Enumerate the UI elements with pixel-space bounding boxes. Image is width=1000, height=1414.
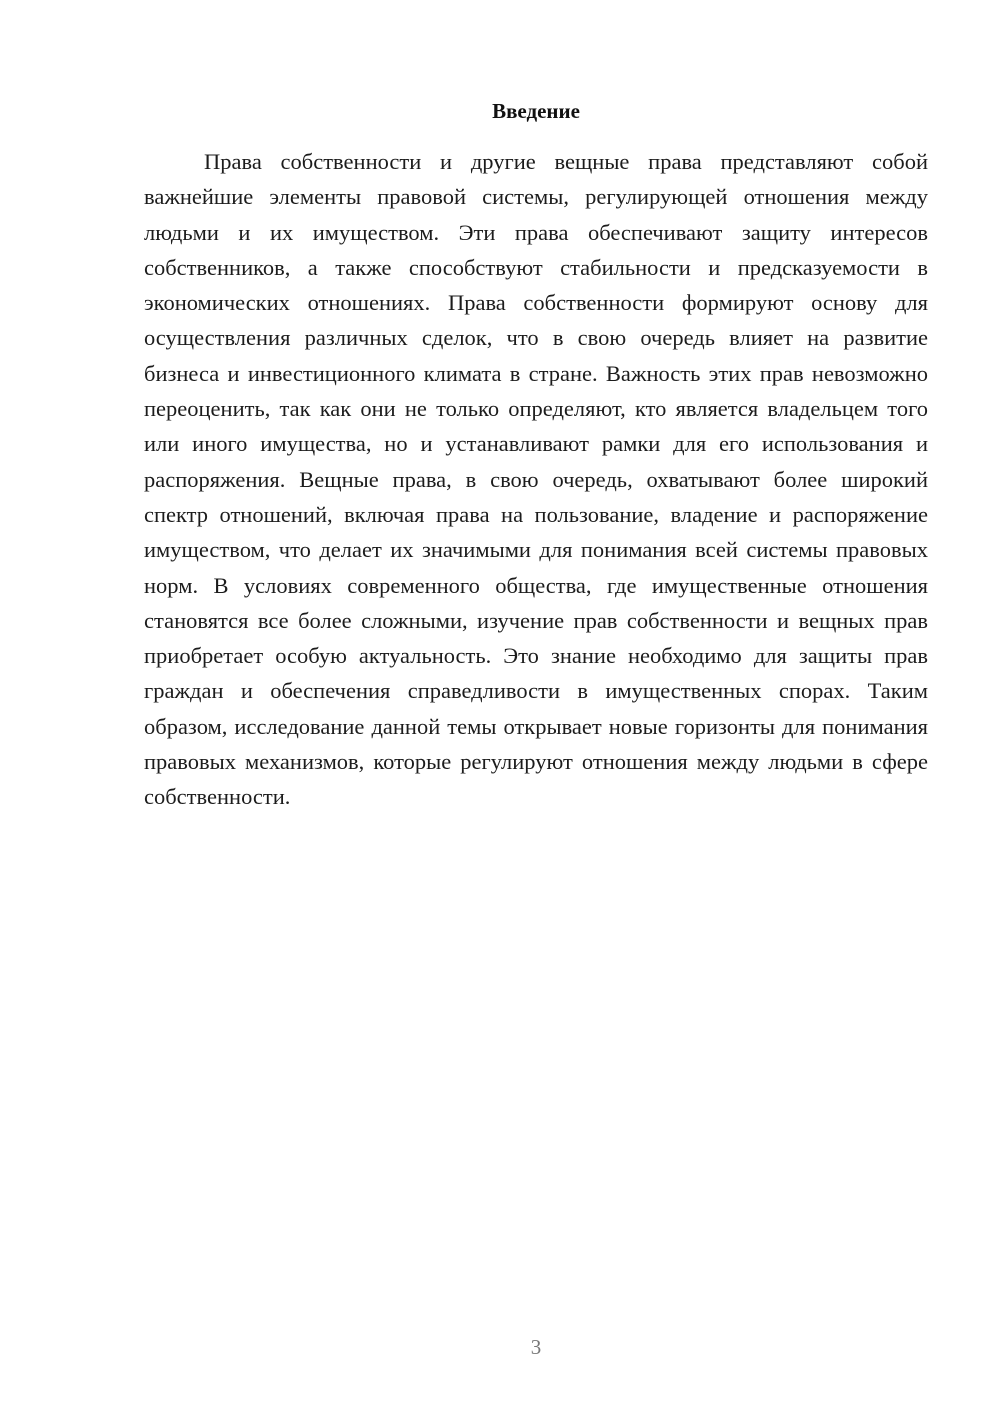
section-heading: Введение xyxy=(492,99,580,123)
page-number: 3 xyxy=(530,1335,542,1359)
body-paragraph: Права собственности и другие вещные права представляют собой важнейшие элементы правовой системы, регулирующей отношения между людьми и их имуществом. Эти права обеспечивают защиту интересов собственников, а также способствуют стабильности и предсказуемости в экономических отношениях. Права собственности формируют основу для осуществления различных сделок, что в свою очередь влияет на развитие бизнеса и инвестиционного климата в стране. Важность этих прав невозможно переоценить, так как они не только определяют, кто является владельцем того или иного имущества, но и устанавливают рамки для его использования и распоряжения. Вещные права, в свою очередь, охватывают более широкий спектр отношений, включая права на пользование, владение и распоряжение имуществом, что делает их значимыми для понимания всей системы правовых норм. В условиях современного общества, где имущественные отношения становятся все более сложными, изучение прав собственности и вещных прав приобретает особую актуальность. Это знание необходимо для защиты прав граждан и обеспечения справедливости в имущественных спорах. Таким образом, исследование данной темы открывает новые горизонты для понимания правовых механизмов, которые регулируют отношения между людьми в сфере собственности. xyxy=(144,149,928,810)
